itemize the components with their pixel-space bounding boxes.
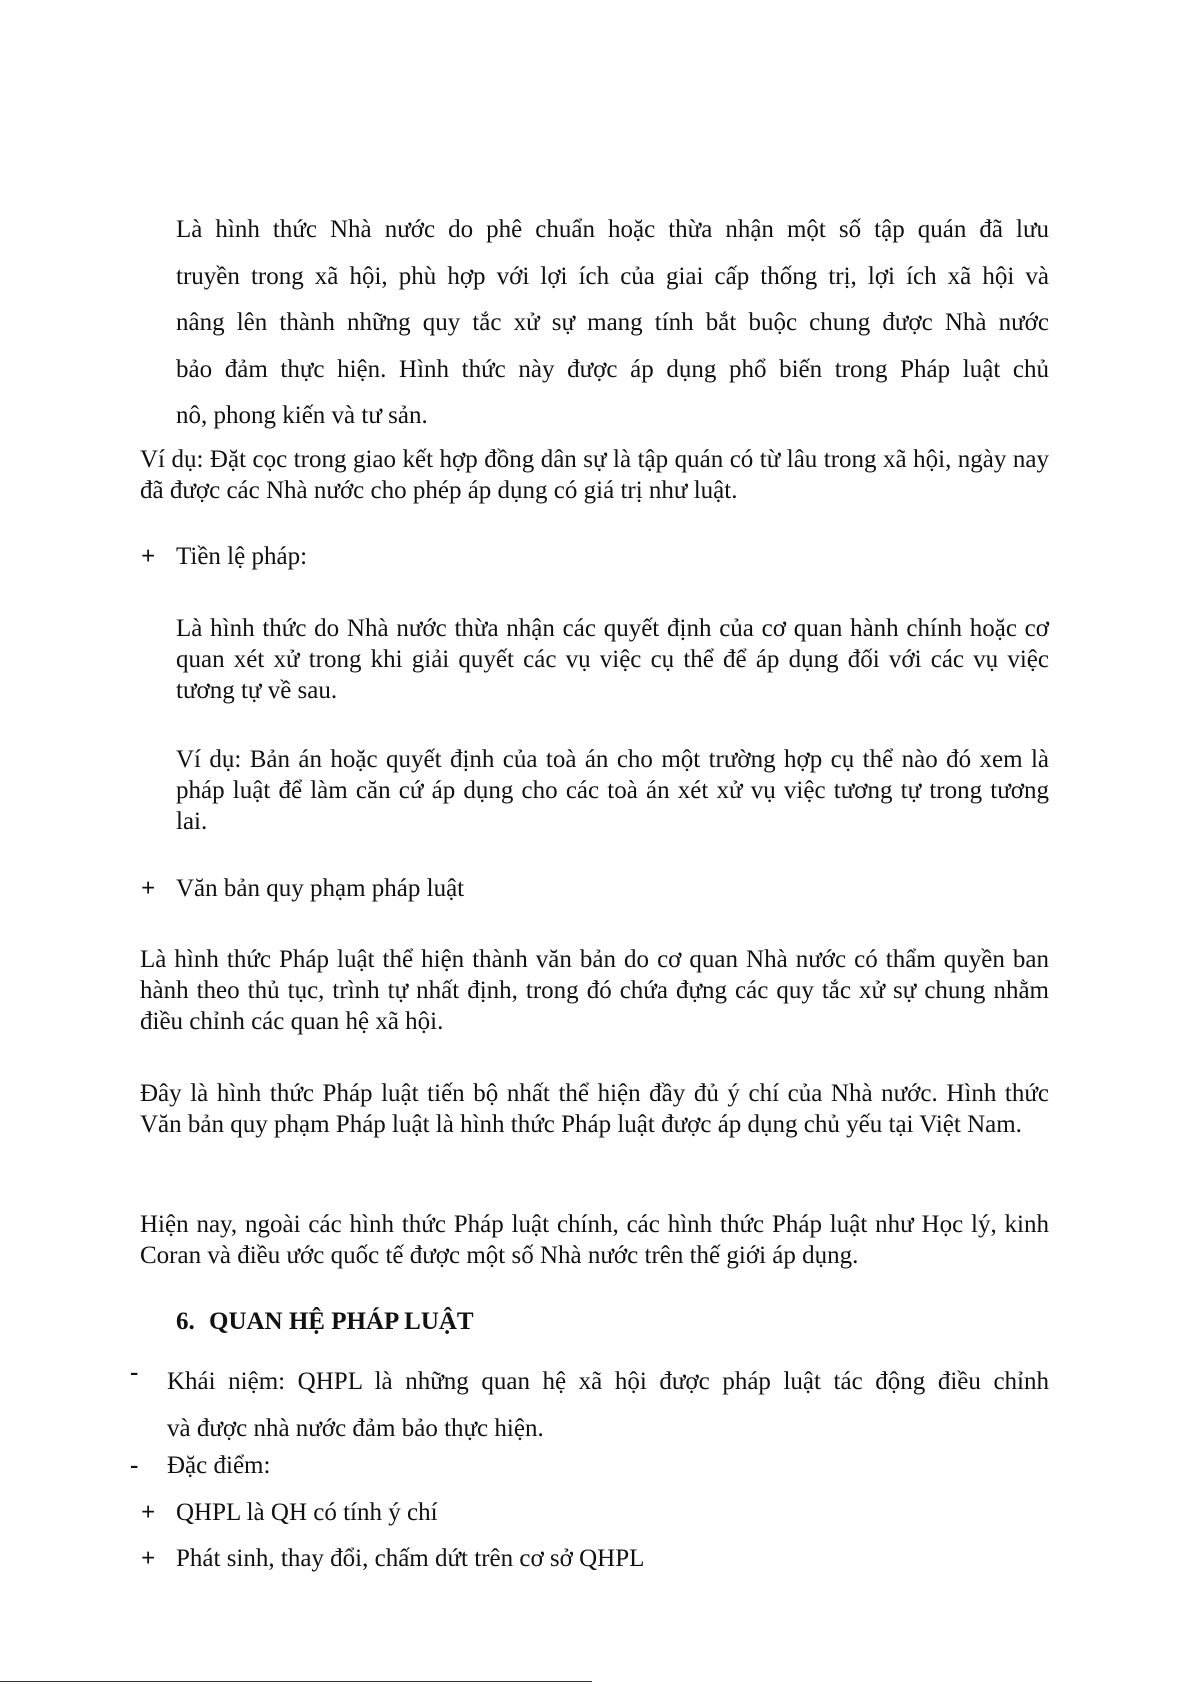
dash-bullet-icon: - [130, 1452, 139, 1479]
concept-paragraph [167, 1359, 1049, 1452]
text-line: nâng lên thành những quy tắc xử sự mang tính bắt buộc chung được Nhà nước [176, 309, 1049, 336]
section-number: 6. [176, 1308, 195, 1335]
features-title: Đặc điểm: [167, 1452, 271, 1479]
plus-bullet-icon: + [141, 875, 156, 902]
text-line: truyền trong xã hội, phù hợp với lợi ích của giai cấp thống trị, lợi ích xã hội và [176, 262, 1049, 290]
text-line: và được nhà nước đảm bảo thực hiện. [167, 1414, 544, 1442]
plus-bullet-icon: + [141, 1499, 156, 1526]
dash-bullet-icon: - [130, 1359, 139, 1386]
legal-document-definition: Là hình thức Pháp luật thể hiện thành văn bản do cơ quan Nhà nước có thẩm quyền ban hành theo thủ tục, trình tự nhất định, trong đó chứa đựng các quy tắc xử sự chung nhằm điều chỉnh các quan hệ xã hội. [140, 946, 1049, 1035]
precedent-definition: Là hình thức do Nhà nước thừa nhận các quyết định của cơ quan hành chính hoặc cơ quan xét xử trong khi giải quyết các vụ việc cụ thể để áp dụng đối với các vụ việc tương tự về sau. [176, 615, 1049, 704]
other-forms-paragraph: Hiện nay, ngoài các hình thức Pháp luật chính, các hình thức Pháp luật như Học lý, kinh Coran và điều ước quốc tế được một số Nhà nước trên thế giới áp dụng. [140, 1211, 1049, 1269]
legal-document-progress: Đây là hình thức Pháp luật tiến bộ nhất thể hiện đầy đủ ý chí của Nhà nước. Hình thức Văn bản quy phạm Pháp luật là hình thức Pháp luật được áp dụng chủ yếu tại Việt Nam. [140, 1080, 1049, 1138]
precedent-example: Ví dụ: Bản án hoặc quyết định của toà án cho một trường hợp cụ thể nào đó xem là pháp luật để làm căn cứ áp dụng cho các toà án xét xử vụ việc tương tự trong tương lai. [176, 746, 1049, 835]
text-line: nô, phong kiến và tư sản. [176, 402, 428, 429]
precedent-title: Tiền lệ pháp: [176, 543, 308, 570]
footer-rule [0, 1681, 592, 1682]
legal-document-title: Văn bản quy phạm pháp luật [176, 875, 465, 902]
text-line: bảo đảm thực hiện. Hình thức này được áp dụng phổ biến trong Pháp luật chủ [176, 355, 1049, 383]
section-title: QUAN HỆ PHÁP LUẬT [209, 1308, 474, 1335]
section-heading [176, 1308, 474, 1336]
feature-item: QHPL là QH có tính ý chí [176, 1499, 438, 1526]
example-deposit-paragraph: Ví dụ: Đặt cọc trong giao kết hợp đồng dân sự là tập quán có từ lâu trong xã hội, ngày nay đã được các Nhà nước cho phép áp dụng có giá trị như luật. [140, 446, 1049, 504]
plus-bullet-icon: + [141, 543, 156, 570]
text-line: Là hình thức Nhà nước do phê chuẩn hoặc thừa nhận một số tập quán đã lưu [176, 216, 1049, 243]
feature-item: Phát sinh, thay đổi, chấm dứt trên cơ sở QHPL [176, 1545, 645, 1572]
text-line: Khái niệm: QHPL là những quan hệ xã hội được pháp luật tác động điều chỉnh [167, 1368, 1049, 1395]
custom-law-paragraph [176, 207, 1049, 440]
plus-bullet-icon: + [141, 1545, 156, 1572]
